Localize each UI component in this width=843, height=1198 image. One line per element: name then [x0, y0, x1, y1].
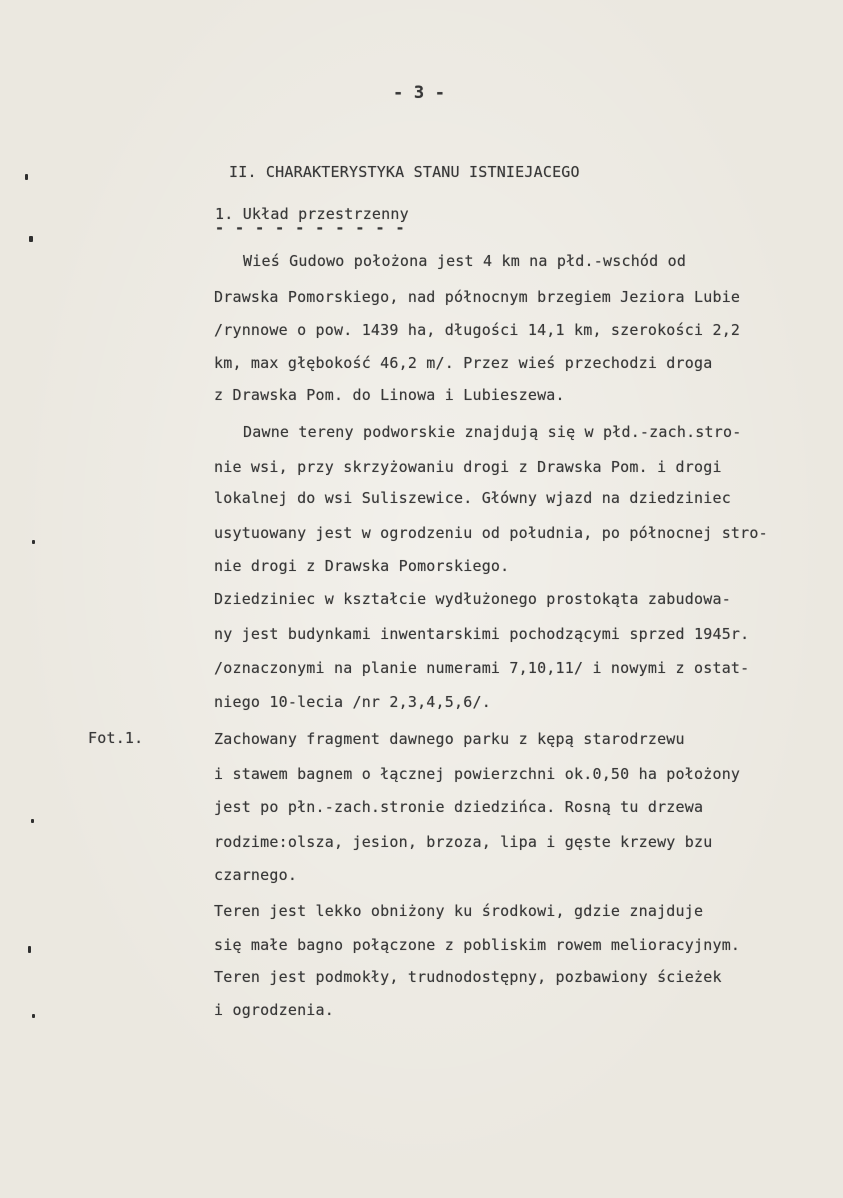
margin-mark: [28, 946, 31, 953]
text-line: i stawem bagnem o łącznej powierzchni ok.0,50 ha położony: [214, 765, 741, 783]
text-line: rodzime:olsza, jesion, brzoza, lipa i gęste krzewy bzu: [214, 833, 713, 851]
subsection-underline: - - - - - - - - - -: [215, 219, 406, 237]
text-line: nie drogi z Drawska Pomorskiego.: [214, 557, 510, 575]
text-line: Teren jest lekko obniżony ku środkowi, gdzie znajduje: [214, 902, 704, 920]
page-number: - 3 -: [393, 83, 446, 103]
margin-mark: [25, 174, 28, 180]
text-line: niego 10-lecia /nr 2,3,4,5,6/.: [214, 693, 491, 711]
text-line: Drawska Pomorskiego, nad północnym brzegiem Jeziora Lubie: [214, 288, 741, 306]
text-line: jest po płn.-zach.stronie dziedzińca. Rosną tu drzewa: [214, 798, 704, 816]
section-heading: II. CHARAKTERYSTYKA STANU ISTNIEJACEGO: [229, 163, 580, 181]
text-line: Teren jest podmokły, trudnodostępny, pozbawiony ścieżek: [214, 968, 722, 986]
text-line: Dawne tereny podworskie znajdują się w płd.-zach.stro-: [243, 423, 742, 441]
subsection-heading: 1. Układ przestrzenny: [215, 205, 409, 223]
text-line: nie wsi, przy skrzyżowaniu drogi z Drawska Pom. i drogi: [214, 458, 722, 476]
margin-mark: [32, 1014, 35, 1018]
text-line: Wieś Gudowo położona jest 4 km na płd.-wschód od: [243, 252, 687, 270]
margin-mark: [29, 236, 33, 242]
text-line: /oznaczonymi na planie numerami 7,10,11/ i nowymi z ostat-: [214, 659, 750, 677]
text-line: /rynnowe o pow. 1439 ha, długości 14,1 km, szerokości 2,2: [214, 321, 741, 339]
text-line: lokalnej do wsi Suliszewice. Główny wjazd na dziedziniec: [214, 489, 731, 507]
text-line: km, max głębokość 46,2 m/. Przez wieś przechodzi droga: [214, 354, 713, 372]
text-line: i ogrodzenia.: [214, 1001, 334, 1019]
text-line: z Drawska Pom. do Linowa i Lubieszewa.: [214, 386, 565, 404]
text-line: Zachowany fragment dawnego parku z kępą starodrzewu: [214, 730, 685, 748]
margin-mark: [31, 819, 34, 823]
text-line: czarnego.: [214, 866, 298, 884]
margin-label-photo: Fot.1.: [88, 729, 144, 747]
text-line: usytuowany jest w ogrodzeniu od południa, po północnej stro-: [214, 524, 768, 542]
margin-mark: [32, 540, 35, 544]
text-line: się małe bagno połączone z pobliskim rowem melioracyjnym.: [214, 936, 741, 954]
text-line: ny jest budynkami inwentarskimi pochodzącymi sprzed 1945r.: [214, 625, 750, 643]
text-line: Dziedziniec w kształcie wydłużonego prostokąta zabudowa-: [214, 590, 731, 608]
